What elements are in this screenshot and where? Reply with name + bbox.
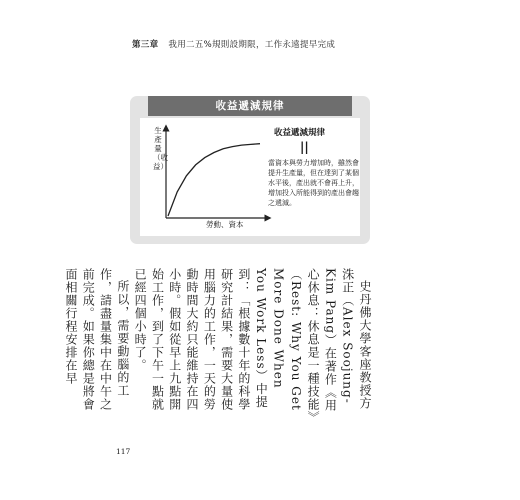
page-number: 117 — [116, 447, 131, 456]
explanation-text: 當資本與勞力增加時，雖然會提升生產量，但在達到了某個水平後，產出就不會再上升，增加投入所能得到的產出會趨之遞減。 — [268, 159, 359, 207]
paragraph: 史丹佛大學客座教授方洙正（Alex Soojung-Kim Pang）在著作《用心休息：休息是一種技能》（Rest: Why You Get More Done When You Work Less）中提到：「根據數十年的科學研究計結果，需要大量使用腦力的工作，一天的勞動時間大約只能維持在四小時。假如從早上九點開始工作，到了下午一點就已經四個小時了。 — [133, 268, 372, 418]
figure-panel — [140, 118, 360, 236]
body-text — [63, 268, 373, 418]
equals-sign: || — [300, 140, 309, 154]
figure-title-banner: 收益遞減規律 — [148, 96, 352, 116]
series-line — [168, 144, 260, 216]
chapter-title: 我用二五%規則設期限，工作永遠提早完成 — [168, 40, 336, 50]
running-header — [132, 38, 335, 50]
diminishing-returns-figure — [130, 96, 370, 244]
explanation-title: 收益遞減規律 — [274, 128, 326, 138]
y-axis-label: 生產量（收益） — [153, 126, 168, 171]
paragraph: 所以，需要動腦的工作，請盡量集中在中午之前完成。如果你總是將會面相關行程安排在早 — [63, 268, 130, 411]
x-axis-label: 勞動、資本 — [206, 220, 244, 229]
chapter-label: 第三章 — [132, 40, 159, 50]
